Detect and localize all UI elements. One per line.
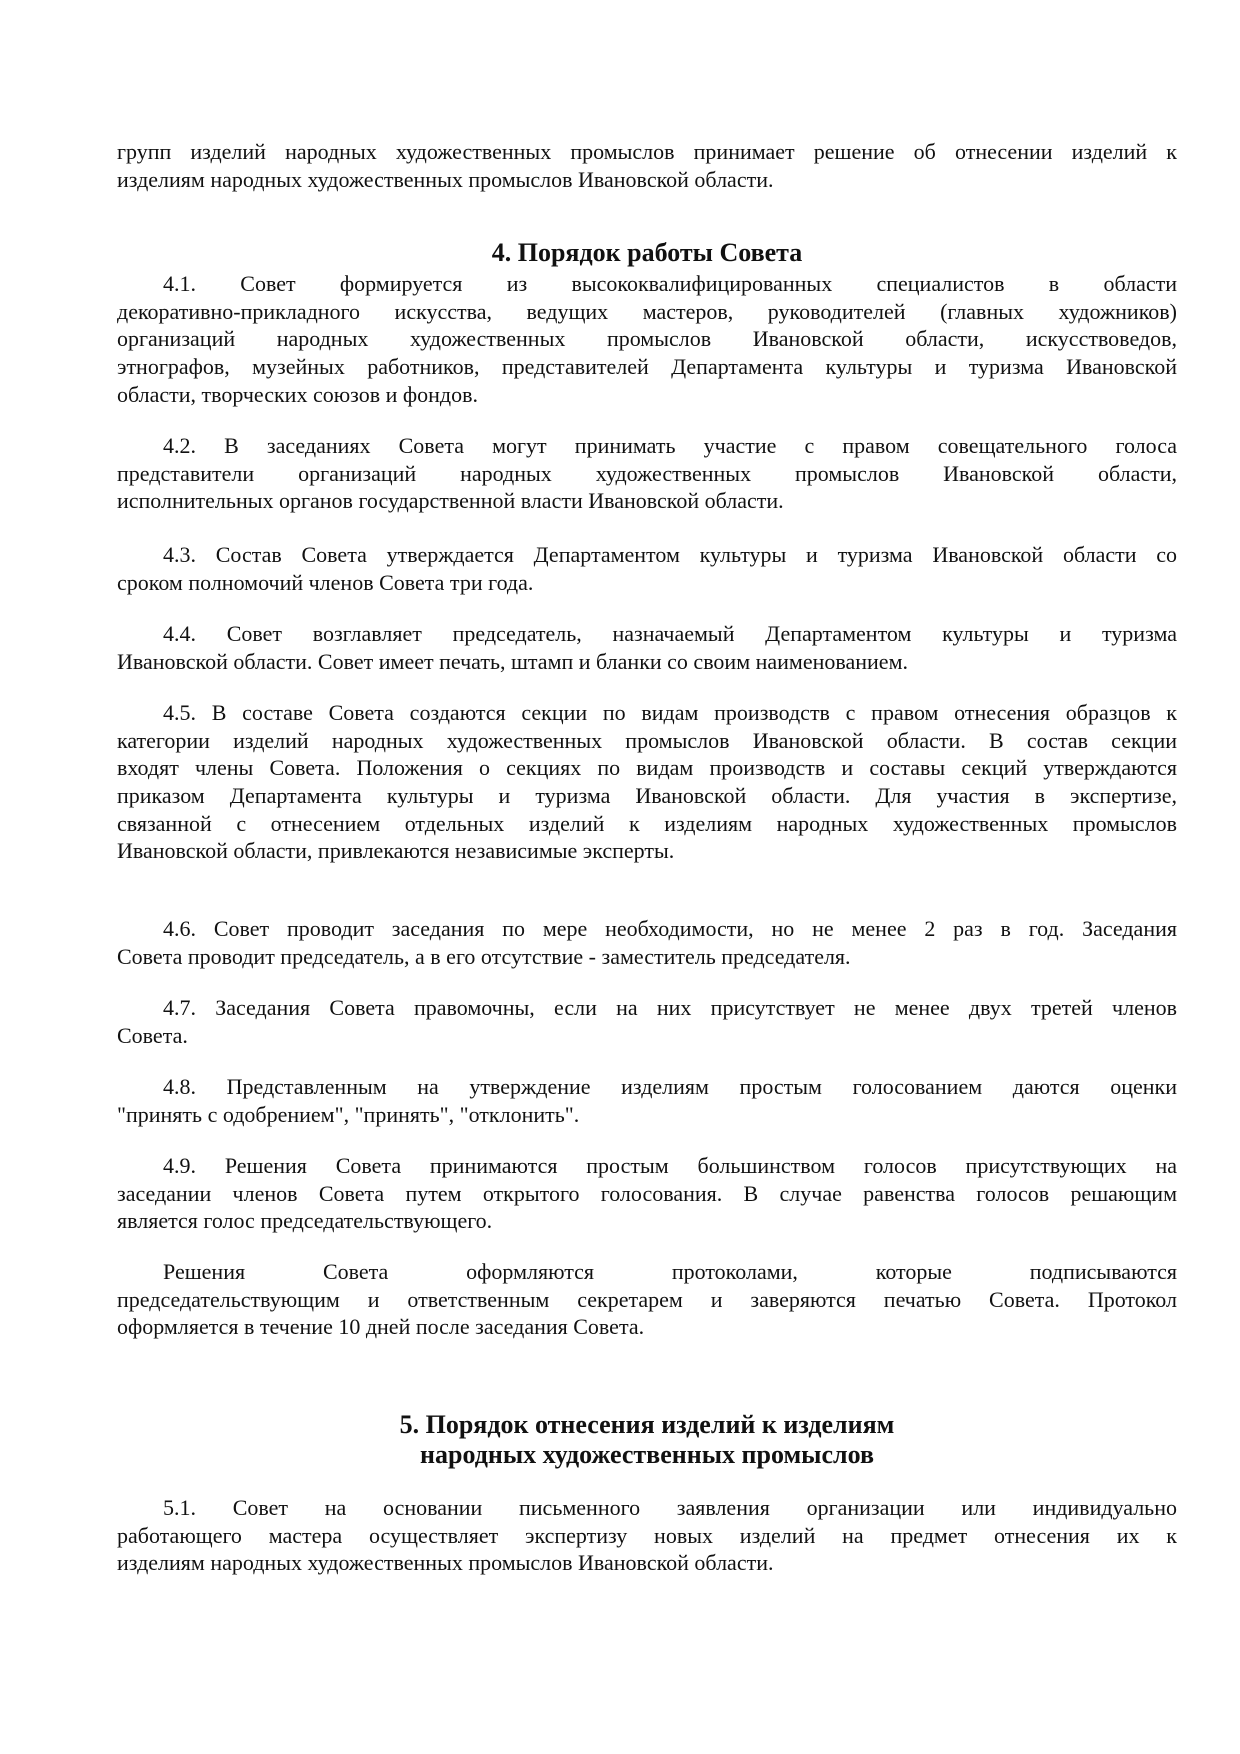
paragraph-line: Совета. xyxy=(117,1022,188,1048)
paragraph-line: Ивановской области. Совет имеет печать, штамп и бланки со своим наименованием. xyxy=(117,648,908,674)
paragraph-4-1 xyxy=(117,270,1177,408)
paragraph-4-8 xyxy=(117,1073,1177,1128)
paragraph-5-1 xyxy=(117,1494,1177,1577)
paragraph-4-2 xyxy=(117,432,1177,515)
paragraph-4-9 xyxy=(117,1152,1177,1235)
paragraph-line: 4.2. В заседаниях Совета могут принимать участие с правом совещательного голоса xyxy=(163,433,1177,458)
paragraph-line: 4.9. Решения Совета принимаются простым большинством голосов присутствующих на xyxy=(163,1153,1177,1178)
paragraph-line: 4.1. Совет формируется из высококвалифицированных специалистов в области xyxy=(163,271,1177,296)
paragraph-line: области, творческих союзов и фондов. xyxy=(117,381,478,407)
paragraph-line: Решения Совета оформляются протоколами, которые подписываются xyxy=(163,1259,1177,1284)
paragraph-line: 5.1. Совет на основании письменного заявления организации или индивидуально xyxy=(163,1495,1177,1520)
paragraph-line: является голос председательствующего. xyxy=(117,1208,493,1234)
paragraph-line: 4.4. Совет возглавляет председатель, назначаемый Департаментом культуры и туризма xyxy=(163,621,1177,646)
paragraph-line: изделиям народных художественных промыслов Ивановской области. xyxy=(117,1550,774,1576)
paragraph-line: этнографов, музейных работников, представителей Департамента культуры и туризма Ивановской xyxy=(117,354,1177,380)
heading-section-5-line-1: 5. Порядок отнесения изделий к изделиям xyxy=(399,1410,895,1439)
paragraph-cont xyxy=(117,138,1177,193)
paragraph-line: работающего мастера осуществляет экспертизу новых изделий на предмет отнесения их к xyxy=(117,1522,1177,1548)
paragraph-line: оформляется в течение 10 дней после заседания Совета. xyxy=(117,1314,645,1340)
paragraph-line: организаций народных художественных промыслов Ивановской области, искусствоведов, xyxy=(117,326,1177,352)
paragraph-decisions xyxy=(117,1258,1177,1341)
paragraph-line: 4.3. Состав Совета утверждается Департаментом культуры и туризма Ивановской области со xyxy=(163,542,1177,567)
paragraph-4-6 xyxy=(117,915,1177,970)
paragraph-line: заседании членов Совета путем открытого голосования. В случае равенства голосов решающим xyxy=(117,1180,1177,1206)
paragraph-line: декоративно-прикладного искусства, ведущих мастеров, руководителей (главных художников) xyxy=(117,298,1177,324)
paragraph-line: сроком полномочий членов Совета три года. xyxy=(117,569,534,595)
paragraph-4-4 xyxy=(117,620,1177,675)
paragraph-line: 4.6. Совет проводит заседания по мере необходимости, но не менее 2 раз в год. Заседания xyxy=(163,916,1177,941)
heading-section-4: 4. Порядок работы Совета xyxy=(491,238,803,267)
paragraph-line: изделиям народных художественных промыслов Ивановской области. xyxy=(117,166,774,192)
heading-section-5-line-2: народных художественных промыслов xyxy=(420,1440,874,1469)
paragraph-line: Ивановской области, привлекаются независимые эксперты. xyxy=(117,838,675,864)
paragraph-line: 4.8. Представленным на утверждение изделиям простым голосованием даются оценки xyxy=(163,1074,1177,1099)
paragraph-line: председательствующим и ответственным секретарем и заверяются печатью Совета. Протокол xyxy=(117,1286,1177,1312)
paragraph-4-5 xyxy=(117,699,1177,865)
paragraph-line: 4.7. Заседания Совета правомочны, если на них присутствует не менее двух третей членов xyxy=(163,995,1177,1020)
heading-section-5 xyxy=(117,1410,1177,1470)
paragraph-line: представители организаций народных художественных промыслов Ивановской области, xyxy=(117,460,1177,486)
paragraph-4-7 xyxy=(117,994,1177,1049)
paragraph-line: групп изделий народных художественных промыслов принимает решение об отнесении изделий к xyxy=(117,139,1177,164)
paragraph-line: "принять с одобрением", "принять", "отклонить". xyxy=(117,1101,580,1127)
paragraph-line: 4.5. В составе Совета создаются секции по видам производств с правом отнесения образцов к xyxy=(163,700,1177,725)
paragraph-line: исполнительных органов государственной власти Ивановской области. xyxy=(117,488,784,514)
paragraph-line: приказом Департамента культуры и туризма Ивановской области. Для участия в экспертизе, xyxy=(117,783,1177,809)
paragraph-line: связанной с отнесением отдельных изделий к изделиям народных художественных промыслов xyxy=(117,810,1177,836)
paragraph-line: категории изделий народных художественных промыслов Ивановской области. В состав секции xyxy=(117,727,1177,753)
paragraph-4-3 xyxy=(117,541,1177,596)
paragraph-line: входят члены Совета. Положения о секциях по видам производств и составы секций утверждаются xyxy=(117,755,1177,781)
paragraph-line: Совета проводит председатель, а в его отсутствие - заместитель председателя. xyxy=(117,943,851,969)
